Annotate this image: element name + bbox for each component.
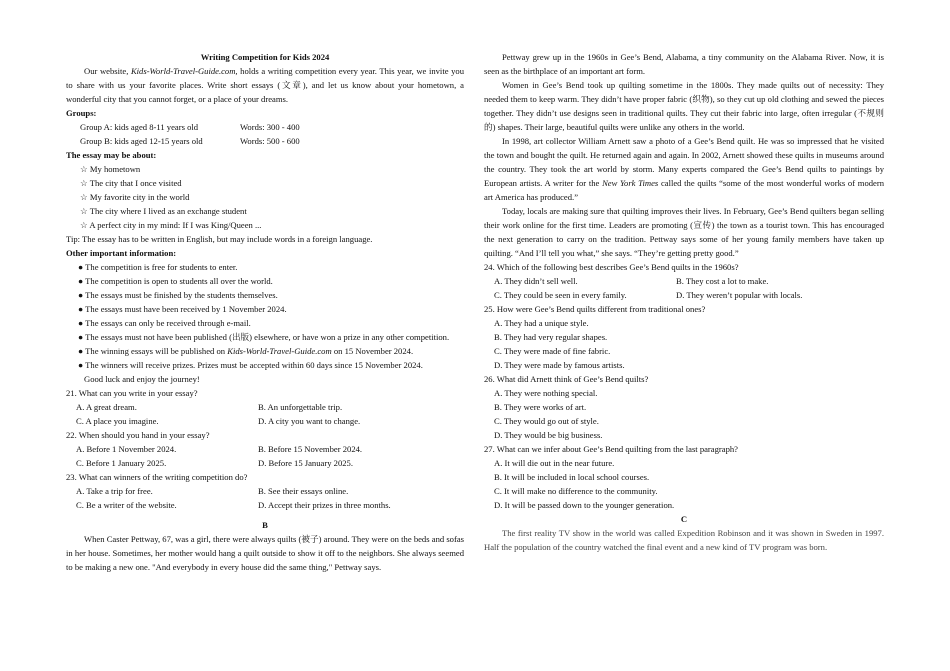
groups-heading: Groups: bbox=[66, 108, 97, 118]
passage-text: In 1998, art collector William Arnett saw a photo of a Gee’s Bend quilt. He was so impressed that he visited the town and bought the quilt. He returned again and again. In 2002, Arnett showed these quilts in museums around the country. They took the art world by storm. Many experts compared the Gee’s Bend quilts to paintings by European artists. A writer for the bbox=[484, 136, 884, 188]
other-info-heading: Other important information: bbox=[66, 248, 177, 258]
info-item: ● The competition is free for students to enter. bbox=[78, 262, 238, 272]
option: B. They were works of art. bbox=[494, 402, 587, 412]
question-22-options bbox=[66, 442, 464, 470]
option: B. See their essays online. bbox=[258, 486, 349, 496]
option: D. They weren’t popular with locals. bbox=[676, 290, 803, 300]
question-21-options bbox=[66, 400, 464, 428]
option: A. Take a trip for free. bbox=[76, 486, 153, 496]
option: C. It will make no difference to the community. bbox=[494, 486, 658, 496]
option: B. It will be included in local school courses. bbox=[494, 472, 650, 482]
topic-item: ☆ The city that I once visited bbox=[80, 178, 182, 188]
topic-item: ☆ A perfect city in my mind: If I was King/Queen ... bbox=[80, 220, 262, 230]
option: D. Accept their prizes in three months. bbox=[258, 500, 391, 510]
passage-paragraph bbox=[484, 134, 884, 204]
competition-title: Writing Competition for Kids 2024 bbox=[200, 52, 330, 62]
section-b-paragraph: When Caster Pettway, 67, was a girl, there were always quilts (被子) around. They were on the beds and sofas in her house. Sometimes, her mother would hang a quilt outside to show it off to the neighbors. She always seemed to be making a new one. "And everybody in every house did the same thing," Pettway says. bbox=[66, 534, 464, 572]
info-item-publish bbox=[66, 344, 464, 358]
question-22: 22. When should you hand in your essay? bbox=[66, 430, 210, 440]
option: B. An unforgettable trip. bbox=[258, 402, 343, 412]
option: C. A place you imagine. bbox=[76, 416, 159, 426]
tip-text: Tip: The essay has to be written in English, but may include words in a foreign language. bbox=[66, 234, 373, 244]
option: D. A city you want to change. bbox=[258, 416, 361, 426]
option: C. Be a writer of the website. bbox=[76, 500, 177, 510]
question-25: 25. How were Gee’s Bend quilts different from traditional ones? bbox=[484, 304, 706, 314]
option: A. Before 1 November 2024. bbox=[76, 444, 177, 454]
option: B. They had very regular shapes. bbox=[494, 332, 608, 342]
option: C. They could be seen in every family. bbox=[494, 290, 627, 300]
question-23: 23. What can winners of the writing competition do? bbox=[66, 472, 248, 482]
option: A. It will die out in the near future. bbox=[494, 458, 615, 468]
option: D. They were made by famous artists. bbox=[494, 360, 625, 370]
info-item: ● The essays must have been received by 1 November 2024. bbox=[78, 304, 287, 314]
option: A. A great dream. bbox=[76, 402, 137, 412]
option: D. It will be passed down to the younger generation. bbox=[494, 500, 675, 510]
option: D. Before 15 January 2025. bbox=[258, 458, 353, 468]
group-a-words: Words: 300 - 400 bbox=[240, 122, 300, 132]
section-c-paragraph: The first reality TV show in the world was called Expedition Robinson and it was shown in Sweden in 1997. Half the population of the country watched the final event and a new kind of TV program was born. bbox=[484, 528, 884, 552]
group-b-row bbox=[66, 134, 464, 148]
intro-paragraph bbox=[66, 64, 464, 106]
info-item: ● The winners will receive prizes. Prizes must be accepted within 60 days since 15 November 2024. bbox=[78, 360, 423, 370]
right-column bbox=[484, 50, 884, 554]
group-a-row bbox=[66, 120, 464, 134]
newspaper-name: New York Times bbox=[602, 178, 659, 188]
option: B. Before 15 November 2024. bbox=[258, 444, 363, 454]
option: D. They would be big business. bbox=[494, 430, 603, 440]
passage-paragraph: Pettway grew up in the 1960s in Gee’s Bend, Alabama, a tiny community on the Alabama River. Now, it is seen as the birthplace of an important art form. bbox=[484, 52, 884, 76]
left-column bbox=[66, 50, 464, 574]
website-name: Kids-World-Travel-Guide.com bbox=[130, 66, 236, 76]
section-c-heading: C bbox=[680, 514, 688, 524]
info-item: ● The essays can only be received through e-mail. bbox=[78, 318, 251, 328]
question-24: 24. Which of the following best describes Gee’s Bend quilts in the 1960s? bbox=[484, 262, 739, 272]
option: C. They were made of fine fabric. bbox=[494, 346, 611, 356]
question-24-options bbox=[484, 274, 884, 302]
option: A. They were nothing special. bbox=[494, 388, 598, 398]
topic-item: ☆ My hometown bbox=[80, 164, 141, 174]
intro-text-rest: , holds a writing competition every year. This year, we invite you to share with us your favorite places. Write short essays (文章), and let us know about your hometown, a wonderful city that you cannot forget, or a place of your dreams. bbox=[66, 66, 464, 104]
topic-item: ☆ My favorite city in the world bbox=[80, 192, 190, 202]
info-publish-date: on 15 November 2024. bbox=[333, 346, 414, 356]
info-publish-text: ● The winning essays will be published on bbox=[78, 346, 226, 356]
section-b-heading: B bbox=[262, 520, 268, 530]
passage-paragraph: Today, locals are making sure that quilting improves their lives. In February, Gee’s Bend quilters began selling their work online for the first time. Leaders are promoting (宣传) the town as a tourist town. This has encouraged the next generation to carry on the tradition. Pettway says some of her young family members have taken up quilting. “And I’ll tell you what,” she says. “They’re getting pretty good.” bbox=[484, 206, 884, 258]
group-b-name: Group B: kids aged 12-15 years old bbox=[80, 136, 203, 146]
info-item: ● The competition is open to students all over the world. bbox=[78, 276, 273, 286]
group-b-words: Words: 500 - 600 bbox=[240, 136, 300, 146]
group-a-name: Group A: kids aged 8-11 years old bbox=[80, 122, 199, 132]
option: A. They didn’t sell well. bbox=[494, 276, 578, 286]
question-23-options bbox=[66, 484, 464, 512]
question-25-options bbox=[484, 316, 884, 372]
question-21: 21. What can you write in your essay? bbox=[66, 388, 198, 398]
topic-item: ☆ The city where I lived as an exchange student bbox=[80, 206, 247, 216]
info-item: ● The essays must be finished by the students themselves. bbox=[78, 290, 278, 300]
option: A. They had a unique style. bbox=[494, 318, 589, 328]
passage-paragraph: Women in Gee’s Bend took up quilting sometime in the 1800s. They made quilts out of necessity: They needed them to keep warm. They didn’t have proper fabric (织物), so they cut up old clothing and sewed the pieces together. They didn’t use designs seen in traditional quilts. They cut their fabric into large, often irregular (不规则的) shapes. Their large, beautiful quilts were unlike any others in the world. bbox=[484, 80, 884, 132]
question-26-options bbox=[484, 386, 884, 442]
question-27: 27. What can we infer about Gee’s Bend quilting from the last paragraph? bbox=[484, 444, 738, 454]
info-item: ● The essays must not have been published (出版) elsewhere, or have won a prize in any other competition. bbox=[78, 332, 450, 342]
question-27-options bbox=[484, 456, 884, 512]
option: B. They cost a lot to make. bbox=[676, 276, 769, 286]
topics-heading: The essay may be about: bbox=[66, 150, 157, 160]
website-name: Kids-World-Travel-Guide.com bbox=[227, 346, 332, 356]
question-26: 26. What did Arnett think of Gee’s Bend quilts? bbox=[484, 374, 649, 384]
option: C. Before 1 January 2025. bbox=[76, 458, 167, 468]
intro-text: Our website, bbox=[84, 66, 129, 76]
option: C. They would go out of style. bbox=[494, 416, 599, 426]
passage-text: called the quilts “some of the most wonderful works of modern art America has produced.” bbox=[484, 178, 885, 202]
closing-text: Good luck and enjoy the journey! bbox=[84, 374, 200, 384]
